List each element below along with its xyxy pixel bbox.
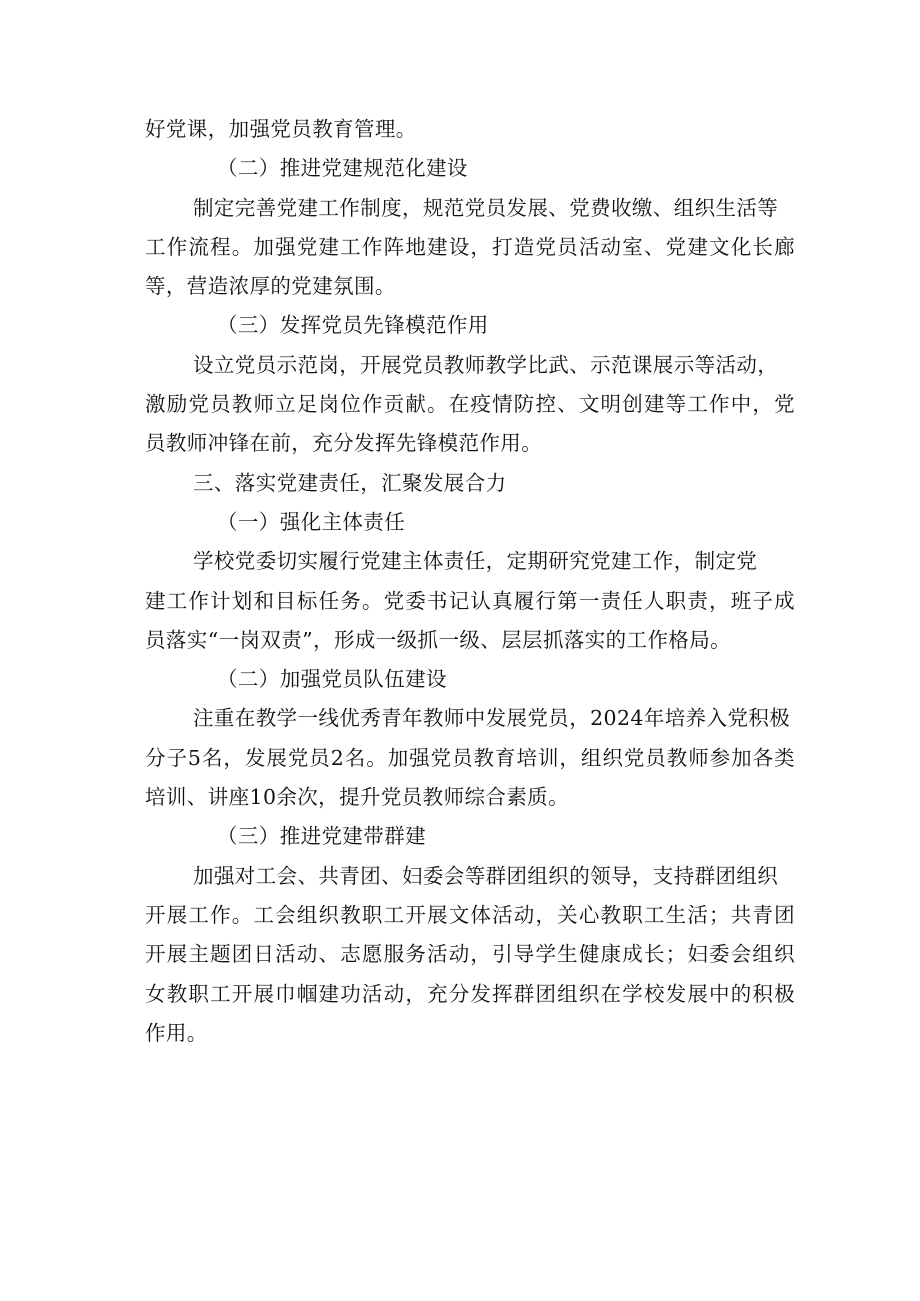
subheading-line: （二）推进党建规范化建设 [217, 156, 468, 181]
paragraph-line: 注重在教学一线优秀青年教师中发展党员，2024年培养入党积极 [193, 706, 791, 731]
paragraph-line: 女教职工开展巾帼建功活动，充分发挥群团组织在学校发展中的积极 [145, 981, 795, 1006]
paragraph-line: 开展主题团日活动、志愿服务活动，引导学生健康成长；妇委会组织 [145, 942, 795, 967]
paragraph-line: 员落实“一岗双责”，形成一级抓一级、层层抓落实的工作格局。 [145, 627, 732, 652]
paragraph-line: 培训、讲座10余次，提升党员教师综合素质。 [145, 785, 569, 810]
paragraph-line: 激励党员教师立足岗位作贡献。在疫情防控、文明创建等工作中，党 [145, 392, 795, 417]
paragraph-line: 等，营造浓厚的党建氛围。 [145, 274, 396, 299]
paragraph-line: 制定完善党建工作制度，规范党员发展、党费收缴、组织生活等 [193, 195, 779, 220]
paragraph-line: 建工作计划和目标任务。党委书记认真履行第一责任人职责，班子成 [145, 588, 795, 613]
paragraph-line: 分子5名，发展党员2名。加强党员教育培训，组织党员教师参加各类 [145, 745, 795, 770]
subheading-line: （三）推进党建带群建 [217, 824, 426, 849]
subheading-line: （一）强化主体责任 [217, 509, 406, 534]
subheading-line: （三）发挥党员先锋模范作用 [217, 313, 489, 338]
subheading-line: （二）加强党员队伍建设 [217, 667, 447, 692]
paragraph-line: 设立党员示范岗，开展党员教师教学比武、示范课展示等活动， [193, 352, 779, 377]
section-heading: 三、落实党建责任，汇聚发展合力 [193, 470, 507, 495]
paragraph-line: 员教师冲锋在前，充分发挥先锋模范作用。 [145, 431, 543, 456]
paragraph-line: 工作流程。加强党建工作阵地建设，打造党员活动室、党建文化长廊 [145, 234, 795, 259]
paragraph-line: 作用。 [145, 1020, 208, 1045]
paragraph-line: 开展工作。工会组织教职工开展文体活动，关心教职工生活；共青团 [145, 902, 795, 927]
document-body [145, 110, 795, 1053]
paragraph-line: 学校党委切实履行党建主体责任，定期研究党建工作，制定党 [193, 549, 758, 574]
paragraph-line: 加强对工会、共青团、妇委会等群团组织的领导，支持群团组织 [193, 863, 779, 888]
text-line: 好党课，加强党员教育管理。 [145, 117, 417, 141]
